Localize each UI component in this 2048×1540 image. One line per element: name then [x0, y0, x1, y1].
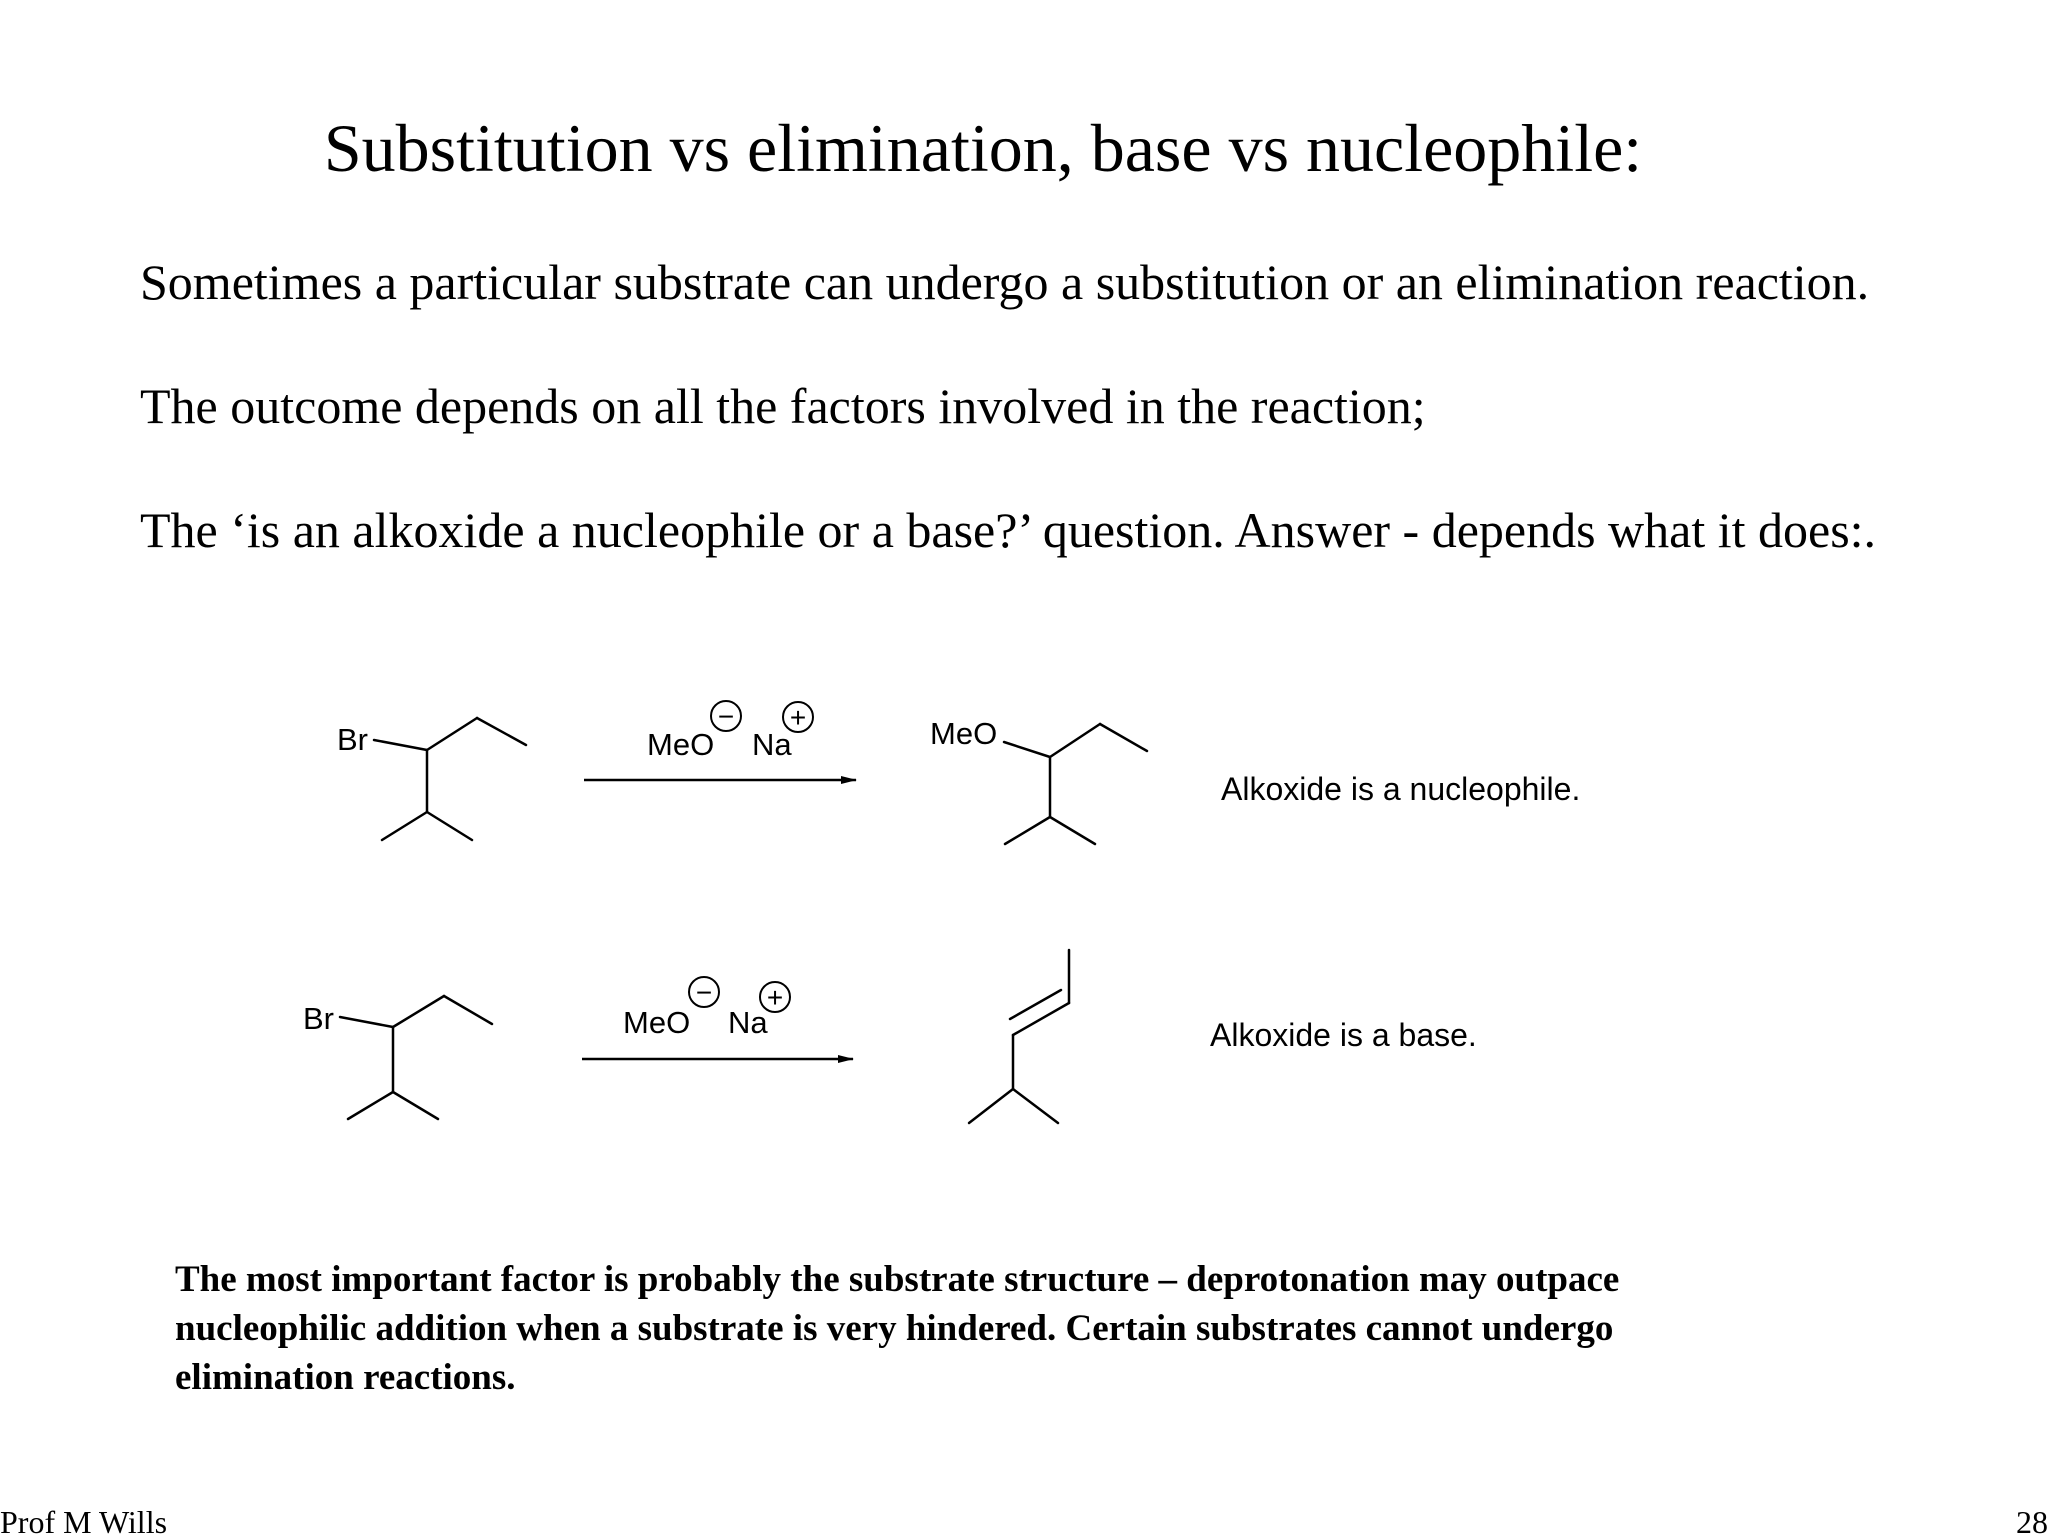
reagent-2-cation-charge: [760, 982, 790, 1013]
substrate-1-br-label: Br: [337, 722, 368, 757]
reagent-1-cation-label: Na: [752, 727, 792, 762]
intro-paragraph-2: The outcome depends on all the factors involved in the reaction;: [140, 378, 1426, 434]
product-1-structure: [1004, 724, 1147, 844]
slide-title: Substitution vs elimination, base vs nucleophile:: [323, 110, 1643, 186]
summary-line-3: elimination reactions.: [175, 1357, 516, 1398]
substrate-1-structure: [374, 718, 526, 840]
product-1-meo-label: MeO: [930, 716, 998, 751]
reaction-1-caption: Alkoxide is a nucleophile.: [1221, 771, 1581, 807]
reagent-2-cation-label: Na: [728, 1005, 768, 1040]
reagent-2-anion-charge: [689, 977, 719, 1008]
reagent-1-anion-label: MeO: [647, 727, 715, 762]
reagent-2-anion-label: MeO: [623, 1005, 691, 1040]
reaction-2-caption: Alkoxide is a base.: [1210, 1017, 1477, 1053]
summary-note: [175, 1255, 1795, 1402]
intro-paragraph-3: The ‘is an alkoxide a nucleophile or a base?’ question. Answer - depends what it does:.: [140, 502, 1877, 558]
reagent-1-anion-charge: [711, 701, 741, 732]
anion-charge-sign-1: −: [717, 701, 735, 732]
substrate-2-br-label: Br: [303, 1001, 334, 1036]
reaction-2: [303, 950, 1477, 1123]
substrate-2-structure: [340, 996, 492, 1119]
reaction-1: [337, 701, 1580, 844]
page-number: 28: [2016, 1504, 2048, 1540]
cation-charge-sign-1: +: [789, 702, 807, 733]
summary-line-2: nucleophilic addition when a substrate is very hindered. Certain substrates cannot undergo: [175, 1308, 1614, 1349]
reagent-1-cation-charge: [783, 702, 813, 733]
product-2-alkene-structure: [969, 950, 1069, 1123]
anion-charge-sign-2: −: [695, 977, 713, 1008]
intro-paragraph-1: Sometimes a particular substrate can undergo a substitution or an elimination reaction.: [140, 254, 1870, 310]
cation-charge-sign-2: +: [766, 982, 784, 1013]
summary-line-1: The most important factor is probably the substrate structure – deprotonation may outpace: [175, 1259, 1620, 1300]
footer-author: Prof M Wills: [0, 1504, 168, 1540]
